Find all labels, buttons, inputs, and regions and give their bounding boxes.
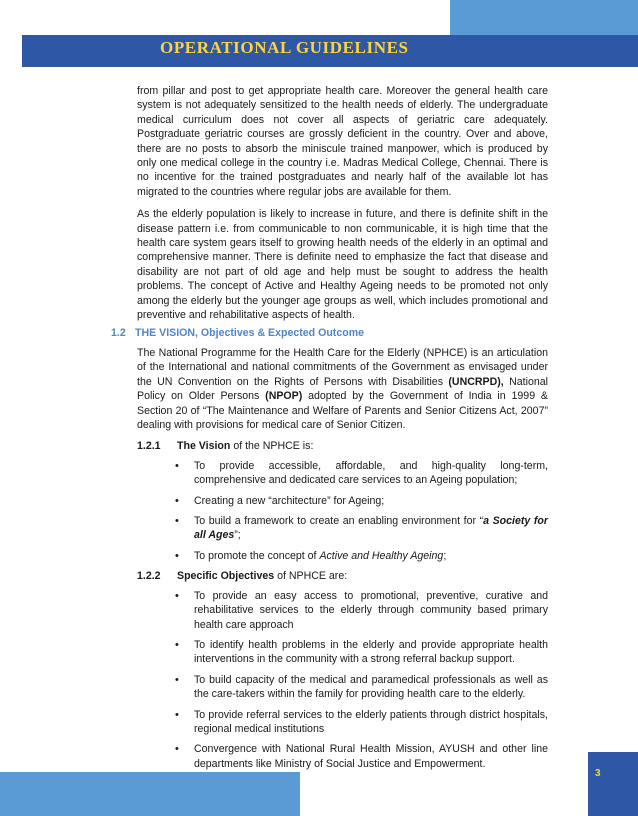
bullet-icon: • bbox=[175, 459, 179, 472]
list-item bbox=[137, 742, 548, 771]
list-item bbox=[137, 673, 548, 702]
list-item-emphasis: Active and Healthy Ageing bbox=[319, 549, 444, 562]
list-item bbox=[137, 514, 548, 543]
bullet-icon: • bbox=[175, 673, 179, 686]
list-item-text: To build a framework to create an enabling environment for “ bbox=[194, 515, 484, 528]
vision-list bbox=[137, 459, 548, 563]
section-title: THE VISION, Objectives & Expected Outcome bbox=[135, 327, 365, 339]
page-header-title: OPERATIONAL GUIDELINES bbox=[160, 38, 409, 57]
bullet-icon: • bbox=[175, 549, 179, 562]
objectives-subheading bbox=[137, 569, 548, 583]
list-item bbox=[137, 638, 548, 667]
list-item-text: To identify health problems in the elderly and provide appropriate health interventions in the community with a strong referral backup support. bbox=[194, 638, 548, 666]
section-heading bbox=[111, 327, 551, 339]
list-item bbox=[137, 459, 548, 488]
list-item-text: To provide referral services to the elderly patients through district hospitals, regional medical institutions bbox=[194, 708, 548, 735]
vision-number: 1.2.1 bbox=[137, 440, 161, 453]
footer-accent-bar bbox=[0, 772, 300, 816]
bullet-icon: • bbox=[175, 589, 179, 602]
objectives-title: Specific Objectives bbox=[177, 570, 275, 583]
intro-npop: (NPOP) bbox=[265, 390, 303, 403]
list-item-text: ”; bbox=[234, 529, 241, 542]
body-text-top bbox=[137, 84, 548, 331]
objectives-list bbox=[137, 589, 548, 771]
section-intro bbox=[137, 346, 548, 432]
list-item bbox=[137, 708, 548, 737]
bullet-icon: • bbox=[175, 515, 179, 528]
body-text-section bbox=[137, 346, 548, 777]
intro-text-e: adopted by the Government of India in 1999 & Section 20 of “The Maintenance and Welfare of Parents and Senior Citizens Act, 2007” dealing with provisions for medical care of Senior Citizen. bbox=[137, 390, 548, 432]
intro-text-a: The National Programme for the Health Care for the Elderly (NPHCE) is an articulation of the International and national commitments of the Government as envisaged under the UN Convention on the Rights of Persons with Disabilities bbox=[137, 347, 548, 388]
page-number-bar bbox=[588, 752, 638, 816]
list-item bbox=[137, 494, 548, 508]
paragraph-2: As the elderly population is likely to increase in future, and there is definite shift in the disease pattern i.e. from communicable to non communicable, it is high time that the health care system gears itself to growing health needs of the elderly in an optimal and comprehensive manner. There is definite need to emphasize the fact that disease and disability are not part of old age and help must be sought to address the health problems. The concept of Active and Healthy Ageing needs to be promoted not only among the elderly but the younger age groups as well, which includes promotional and preventive and rehabilitative aspects of health. bbox=[137, 208, 548, 322]
bullet-icon: • bbox=[175, 743, 179, 756]
list-item-text: To provide an easy access to promotional, preventive, curative and rehabilitative services to the elderly through community based primary health care approach bbox=[194, 589, 548, 631]
list-item-text: ; bbox=[443, 549, 447, 562]
objectives-number: 1.2.2 bbox=[137, 570, 161, 583]
page-number: 3 bbox=[595, 768, 601, 779]
intro-uncrpd: (UNCRPD), bbox=[448, 375, 504, 388]
list-item-text: To promote the concept of bbox=[194, 549, 320, 562]
list-item-text: To build capacity of the medical and paramedical professionals as well as the care-takers within the family for providing health care to the elderly. bbox=[194, 673, 548, 701]
intro-text-c: National Policy on Older Persons bbox=[137, 375, 549, 403]
objectives-suffix: of NPHCE are: bbox=[274, 570, 348, 583]
list-item-text: Creating a new “architecture” for Ageing; bbox=[194, 494, 385, 507]
list-item-text: To provide accessible, affordable, and high-quality long-term, comprehensive and dedicated care services to an Ageing population; bbox=[194, 459, 548, 487]
list-item-emphasis: a Society for all Ages bbox=[194, 515, 548, 542]
bullet-icon: • bbox=[175, 708, 179, 721]
vision-title: The Vision bbox=[177, 440, 231, 453]
vision-subheading bbox=[137, 439, 548, 453]
vision-suffix: of the NPHCE is: bbox=[230, 440, 314, 453]
list-item bbox=[137, 589, 548, 632]
list-item bbox=[137, 549, 548, 563]
bullet-icon: • bbox=[175, 494, 179, 507]
section-number: 1.2 bbox=[111, 327, 126, 339]
list-item-text: Convergence with National Rural Health Mission, AYUSH and other line departments like Ministry of Social Justice and Empowerment. bbox=[194, 743, 548, 770]
paragraph-1: from pillar and post to get appropriate health care. Moreover the general health care system is not adequately sensitized to the health needs of elderly. The undergraduate medical curriculum does not cover all aspects of geriatric care adequately. Postgraduate geriatric courses are grossly deficient in the country. Over and above, there are no posts to absorb the miniscule trained manpower, which is produced by only one medical college in the country i.e. Madras Medical College, Chennai. There is no incentive for the trained postgraduates and nearly half of the available lot has migrated to the countries where regular jobs are available for them. bbox=[137, 85, 548, 198]
bullet-icon: • bbox=[175, 638, 179, 651]
